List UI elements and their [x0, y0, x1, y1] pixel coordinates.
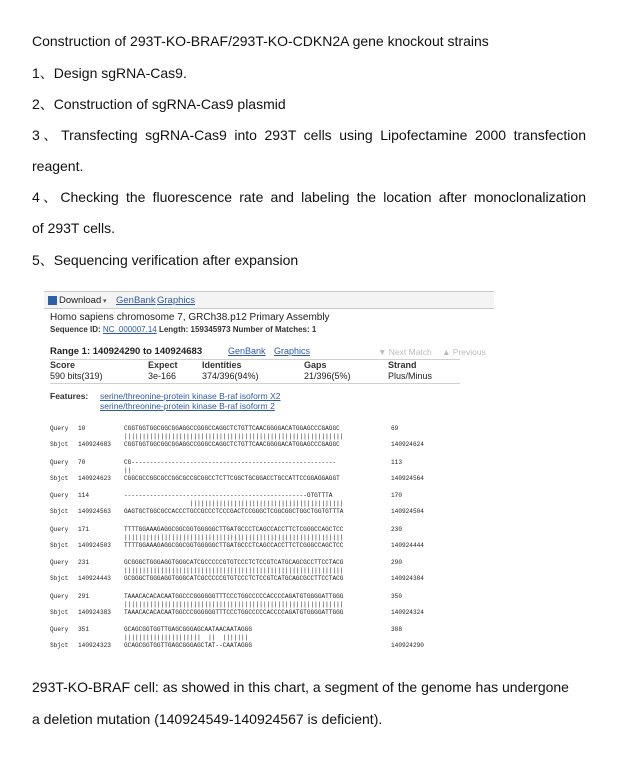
query-end: 170 — [391, 492, 402, 499]
subject-label: Sbjct — [50, 441, 69, 448]
subject-sequence: CGGTGGTGGCGGCGGAGGCCGGGCCAGGCTCTGTTCAACGGGGACATGGAGCCCGAGGC — [124, 441, 340, 448]
strand-value: Plus/Minus — [388, 371, 433, 381]
subject-sequence: TTTTGGAAAGAGGCGGCGGTGGGGGCTTGATGCCCTCAGCCACCTTCTCGGGCCAGCTCC — [124, 541, 344, 549]
subject-start: 140924623 — [78, 474, 111, 482]
query-sequence: TTTTGGAAAGAGGCGGCGGTGGGGGCTTGATGCCCTCAGCCACCTTCTCGGGCCAGCTCC — [124, 525, 344, 533]
feature-link-isoform-2[interactable]: serine/threonine-protein kinase B-raf isoform 2 — [100, 401, 275, 411]
query-sequence: --------------------------------------------------GTGTTTA — [124, 492, 333, 499]
query-sequence: TAAACACACACAATGGCCCGGGGGGTTTCCCTGGCCCCCACCCCAGATGTGGGGATTGGG — [124, 592, 344, 600]
subject-sequence: TAAACACACACAATGGCCCGGGGGGTTTCCCTGGCCCCCACCCCAGATGTGGGGATTGGG — [124, 608, 344, 616]
alignment-block — [50, 424, 490, 458]
chevron-down-icon[interactable]: ▾ — [103, 298, 107, 305]
subject-start: 140924383 — [78, 608, 111, 616]
subject-label: Sbjct — [50, 642, 69, 649]
query-end: 230 — [391, 525, 402, 533]
previous-match-button[interactable]: ▲ Previous — [442, 347, 486, 357]
subject-end: 140924384 — [391, 575, 424, 582]
query-end: 388 — [391, 626, 402, 633]
match-line: |||||||||||||||||||||||||||||||||||||||||||||||||||||||||||| — [124, 433, 344, 440]
subject-end: 140924624 — [391, 441, 424, 448]
alignment-block — [50, 458, 490, 492]
subject-title: Homo sapiens chromosome 7, GRCh38.p12 Primary Assembly — [50, 312, 330, 323]
score-header: Score — [50, 360, 76, 370]
download-icon — [48, 296, 57, 305]
gaps-value: 21/396(5%) — [304, 371, 351, 381]
alignment-block — [50, 592, 490, 626]
range-heading: Range 1: 140924290 to 140924683 — [50, 346, 203, 357]
identities-value: 374/396(94%) — [202, 371, 259, 381]
query-end: 69 — [391, 425, 399, 432]
subject-label: Sbjct — [50, 608, 69, 616]
alignment-panel — [50, 424, 490, 659]
subject-label: Sbjct — [50, 508, 69, 515]
query-start: 70 — [78, 458, 86, 466]
features-label: Features: — [50, 391, 89, 401]
genbank-link[interactable]: GenBank — [116, 295, 156, 306]
query-label: Query — [50, 592, 69, 600]
gaps-header: Gaps — [304, 360, 327, 370]
blast-toolbar — [44, 291, 494, 309]
sequence-id-line — [50, 325, 316, 334]
query-end: 350 — [391, 592, 402, 600]
step-2: 2、Construction of sgRNA-Cas9 plasmid — [32, 96, 286, 112]
subject-end: 140924444 — [391, 541, 424, 549]
subject-start: 140924563 — [78, 508, 111, 515]
result-caption-line-1: 293T-KO-BRAF cell: as showed in this chart, a segment of the genome has undergone — [32, 679, 569, 695]
subject-sequence: GAGTGCTGGCGCCACCCTGCCGCCCTCCCGACTCCGGGCTCGGCGGCTGGCTGGTGTTTA — [124, 508, 344, 515]
subject-sequence: CGGCGCCGGCGCCGGCGCCGCGGCCTCTTCGGCTGCGGACCTGCCATTCCGGAGGAGGT — [124, 474, 340, 482]
alignment-block — [50, 525, 490, 559]
query-sequence: CGGTGGTGGCGGCGGAGGCCGGGCCAGGCTCTGTTCAACGGGGACATGGAGCCCGAGGC — [124, 425, 340, 432]
next-match-button[interactable]: ▼ Next Match — [378, 347, 432, 357]
step-3: 3、Transfecting sgRNA-Cas9 into 293T cells using Lipofectamine 2000 transfection — [32, 127, 586, 143]
query-start: 351 — [78, 626, 89, 633]
subject-start: 140924323 — [78, 642, 111, 649]
subject-end: 140924564 — [391, 474, 424, 482]
alignment-block — [50, 491, 490, 525]
sequence-id-label: Sequence ID: — [50, 325, 103, 334]
query-start: 291 — [78, 592, 89, 600]
step-1: 1、Design sgRNA-Cas9. — [32, 65, 187, 81]
query-label: Query — [50, 626, 69, 633]
result-caption-line-2: a deletion mutation (140924549-140924567 is deficient). — [32, 711, 383, 727]
sequence-length-info: Length: 159345973 Number of Matches: 1 — [156, 325, 317, 334]
query-start: 114 — [78, 492, 89, 499]
step-5: 5、Sequencing verification after expansion — [32, 252, 299, 268]
step-4-continued: of 293T cells. — [32, 220, 116, 236]
subject-sequence: GCAGCGGTGGTTGAGCGGGAGCTAT--CAATAGGG — [124, 642, 252, 649]
query-start: 10 — [78, 425, 86, 432]
query-label: Query — [50, 425, 69, 432]
query-label: Query — [50, 525, 69, 533]
query-sequence: CG-------------------------------------------------------- — [124, 458, 337, 466]
subject-start: 140924443 — [78, 575, 111, 582]
alignment-block — [50, 625, 490, 659]
match-line: || — [124, 466, 344, 474]
subject-start: 140924683 — [78, 441, 111, 448]
match-line: |||||||||||||||||||||||||||||||||||||||||| — [124, 500, 344, 507]
blast-result-figure — [44, 291, 494, 659]
subject-label: Sbjct — [50, 575, 69, 582]
query-sequence: GCAGCGGTGGTTGAGCGGGAGCAATAACAATAGGG — [124, 626, 252, 633]
subject-sequence: GCGGGCTGGGAGGTGGGCATCGCCCCCGTGTCCCTCTCCGTCATGCAGCGCCTTCCTACG — [124, 575, 344, 582]
range-genbank-link[interactable]: GenBank — [228, 346, 266, 356]
subject-start: 140924503 — [78, 541, 111, 549]
range-graphics-link[interactable]: Graphics — [274, 346, 311, 356]
query-start: 171 — [78, 525, 89, 533]
match-line: |||||||||||||||||||||||||||||||||||||||||||||||||||||||||||| — [124, 600, 344, 608]
download-button[interactable]: Download — [59, 295, 102, 306]
query-label: Query — [50, 559, 69, 566]
step-3-continued: reagent. — [32, 158, 84, 174]
subject-label: Sbjct — [50, 541, 69, 549]
alignment-block — [50, 558, 490, 592]
match-line: ||||||||||||||||||||| || ||||||| — [124, 634, 249, 641]
match-line: |||||||||||||||||||||||||||||||||||||||||||||||||||||||||||| — [124, 533, 344, 541]
expect-header: Expect — [148, 360, 178, 370]
query-end: 113 — [391, 458, 402, 466]
stats-bottom-rule — [50, 383, 460, 384]
score-value: 590 bits(319) — [50, 371, 103, 381]
identities-header: Identities — [202, 360, 242, 370]
document-heading: Construction of 293T-KO-BRAF/293T-KO-CDKN2A gene knockout strains — [32, 33, 489, 49]
match-line: |||||||||||||||||||||||||||||||||||||||||||||||||||||||||||| — [124, 567, 344, 574]
sequence-id-link[interactable]: NC_000007.14 — [102, 325, 157, 334]
subject-end: 140924290 — [391, 642, 424, 649]
subject-end: 140924324 — [391, 608, 424, 616]
expect-value: 3e-166 — [148, 371, 177, 381]
feature-link-isoform-x2[interactable]: serine/threonine-protein kinase B-raf isoform X2 — [100, 391, 281, 401]
query-end: 290 — [391, 559, 402, 566]
graphics-link[interactable]: Graphics — [157, 295, 196, 306]
query-start: 231 — [78, 559, 89, 566]
step-4: 4、Checking the fluorescence rate and labeling the location after monoclonalization — [32, 189, 586, 205]
query-sequence: GCGGGCTGGGAGGTGGGCATCGCCCCCGTGTCCCTCTCCGTCATGCAGCGCCTTCCTACG — [124, 559, 344, 566]
strand-header: Strand — [388, 360, 417, 370]
subject-end: 140924504 — [391, 508, 424, 515]
query-label: Query — [50, 492, 69, 499]
subject-label: Sbjct — [50, 474, 69, 482]
query-label: Query — [50, 458, 69, 466]
